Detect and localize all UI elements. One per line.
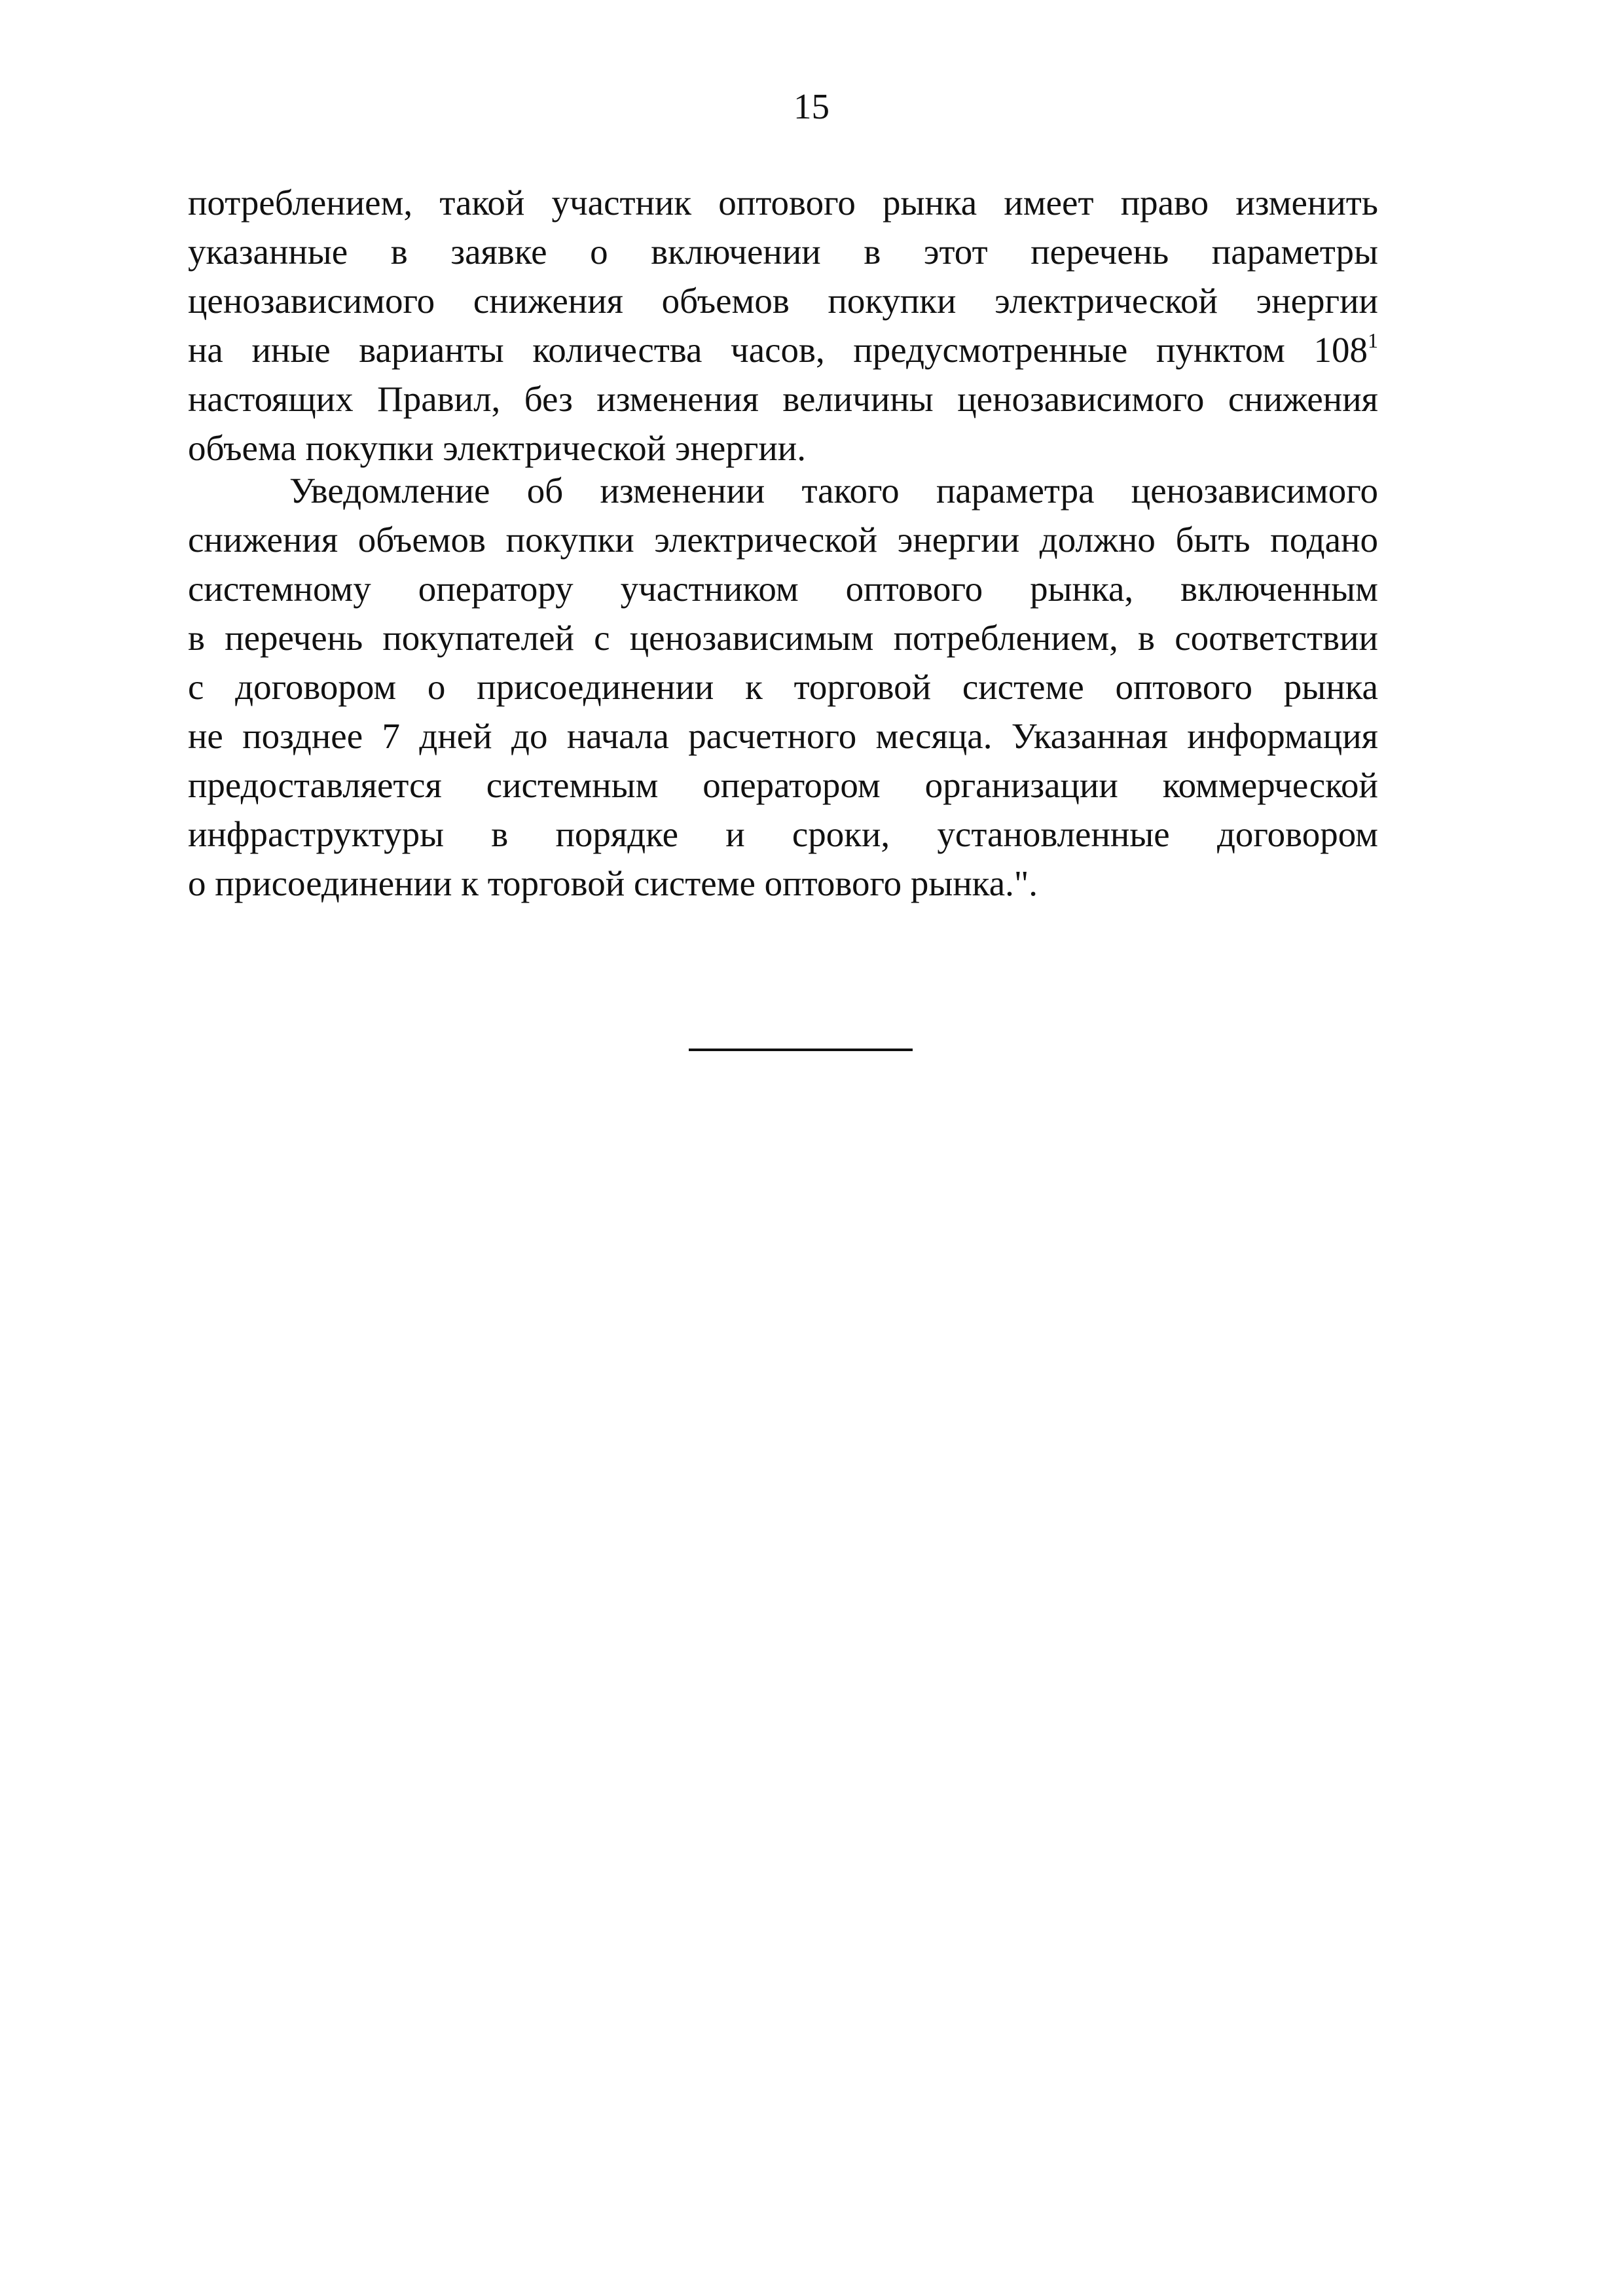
word: дней — [419, 716, 492, 756]
word: энергии. — [674, 428, 806, 468]
word: ценозависимого — [188, 281, 435, 321]
text-line — [188, 761, 1378, 810]
word: присоединении — [477, 667, 714, 707]
word: объемов — [661, 281, 790, 321]
text-line — [188, 178, 1378, 227]
word: соответствии — [1175, 618, 1378, 658]
word: право — [1120, 183, 1209, 223]
word: оператору — [418, 569, 574, 609]
word: энергии — [897, 520, 1020, 560]
text-line — [188, 564, 1378, 613]
word: до — [511, 716, 548, 756]
word: электрической — [443, 428, 666, 468]
word: снижения — [473, 281, 623, 321]
word: этот — [923, 232, 988, 272]
word: рынка.". — [910, 863, 1038, 903]
word: пунктом — [1156, 330, 1285, 370]
word: предусмотренные — [853, 330, 1128, 370]
word: изменении — [600, 471, 765, 511]
word: на — [188, 330, 223, 370]
word: 108 — [1313, 330, 1368, 370]
text-line — [188, 810, 1378, 859]
text-line — [188, 662, 1378, 711]
word: торговой — [793, 667, 932, 707]
word: объемов — [357, 520, 486, 560]
text-line — [188, 466, 1378, 515]
word: имеет — [1004, 183, 1094, 223]
word: сроки, — [792, 814, 890, 854]
text-line — [188, 276, 1378, 325]
word: рынка — [1283, 667, 1378, 707]
word: о — [188, 863, 206, 903]
word: изменения — [596, 379, 759, 419]
word: включении — [651, 232, 821, 272]
word: указанные — [188, 232, 348, 272]
word: величины — [782, 379, 934, 419]
word: включенным — [1180, 569, 1378, 609]
word: не — [188, 716, 223, 756]
text-line — [188, 711, 1378, 761]
word: перечень — [1030, 232, 1169, 272]
word: с — [188, 667, 204, 707]
word: рынка, — [1030, 569, 1134, 609]
word: покупки — [828, 281, 957, 321]
word: параметры — [1211, 232, 1378, 272]
word: изменить — [1235, 183, 1378, 223]
text-line — [188, 423, 1378, 473]
word: такого — [801, 471, 900, 511]
word: договором — [235, 667, 397, 707]
word: Уведомление — [289, 471, 490, 511]
word: ценозависимого — [957, 379, 1205, 419]
word: настоящих — [188, 379, 354, 419]
word: перечень — [225, 618, 363, 658]
text-line — [188, 515, 1378, 564]
word: к — [745, 667, 763, 707]
word: быть — [1175, 520, 1250, 560]
word: оптового — [718, 183, 856, 223]
word: такой — [439, 183, 525, 223]
word: начала — [566, 716, 669, 756]
text-line — [188, 325, 1378, 374]
word: к — [461, 863, 479, 903]
word: покупки — [505, 520, 634, 560]
word: оптового — [845, 569, 983, 609]
word: установленные — [937, 814, 1170, 854]
word: с — [594, 618, 610, 658]
word: снижения — [188, 520, 338, 560]
word: в — [1138, 618, 1156, 658]
word: участник — [551, 183, 692, 223]
word: иные — [251, 330, 331, 370]
end-of-text-rule — [689, 1049, 913, 1051]
word: ценозависимым — [629, 618, 874, 658]
text-line — [188, 227, 1378, 276]
word: коммерческой — [1162, 765, 1378, 805]
word: покупки — [305, 428, 434, 468]
word: системе — [633, 863, 756, 903]
word: позднее — [242, 716, 363, 756]
word: количества — [532, 330, 702, 370]
word: оптового — [1115, 667, 1253, 707]
word: параметра — [936, 471, 1095, 511]
word: потреблением, — [893, 618, 1118, 658]
text-line — [188, 374, 1378, 423]
word: в — [188, 618, 205, 658]
word: энергии — [1256, 281, 1378, 321]
word: часов, — [731, 330, 825, 370]
word: снижения — [1228, 379, 1378, 419]
word: инфраструктуры — [188, 814, 445, 854]
word: ценозависимого — [1131, 471, 1378, 511]
word: о — [590, 232, 608, 272]
word: без — [524, 379, 573, 419]
word: договором — [1216, 814, 1378, 854]
word: торговой — [487, 863, 625, 903]
word: месяца. — [875, 716, 993, 756]
word-with-footnote — [1313, 325, 1378, 374]
word: электрической — [994, 281, 1218, 321]
word: системе — [962, 667, 1084, 707]
word: присоединении — [215, 863, 452, 903]
word: организации — [924, 765, 1118, 805]
word: системному — [188, 569, 371, 609]
word: 7 — [382, 716, 400, 756]
word: порядке — [555, 814, 678, 854]
word: объема — [188, 428, 297, 468]
word: в — [864, 232, 881, 272]
text-line — [188, 859, 1378, 908]
page-number: 15 — [793, 86, 830, 126]
word: покупателей — [382, 618, 574, 658]
word: рынка — [883, 183, 977, 223]
word: информация — [1187, 716, 1378, 756]
word: Указанная — [1011, 716, 1168, 756]
paragraph-2 — [188, 466, 1378, 908]
word: подано — [1270, 520, 1378, 560]
word: электрической — [654, 520, 878, 560]
word: Правил, — [377, 379, 501, 419]
word: в — [390, 232, 408, 272]
word: о — [427, 667, 446, 707]
word: должно — [1039, 520, 1156, 560]
word: оптового — [764, 863, 902, 903]
word: и — [725, 814, 745, 854]
footnote-reference: 1 — [1367, 329, 1378, 352]
word: потреблением, — [188, 183, 413, 223]
word: системным — [486, 765, 659, 805]
paragraph-1 — [188, 178, 1378, 473]
word: варианты — [359, 330, 504, 370]
word: об — [526, 471, 564, 511]
word: в — [491, 814, 509, 854]
word: предоставляется — [188, 765, 442, 805]
word: участником — [620, 569, 799, 609]
text-line — [188, 613, 1378, 662]
word: оператором — [702, 765, 881, 805]
word: заявке — [450, 232, 547, 272]
word: расчетного — [688, 716, 857, 756]
